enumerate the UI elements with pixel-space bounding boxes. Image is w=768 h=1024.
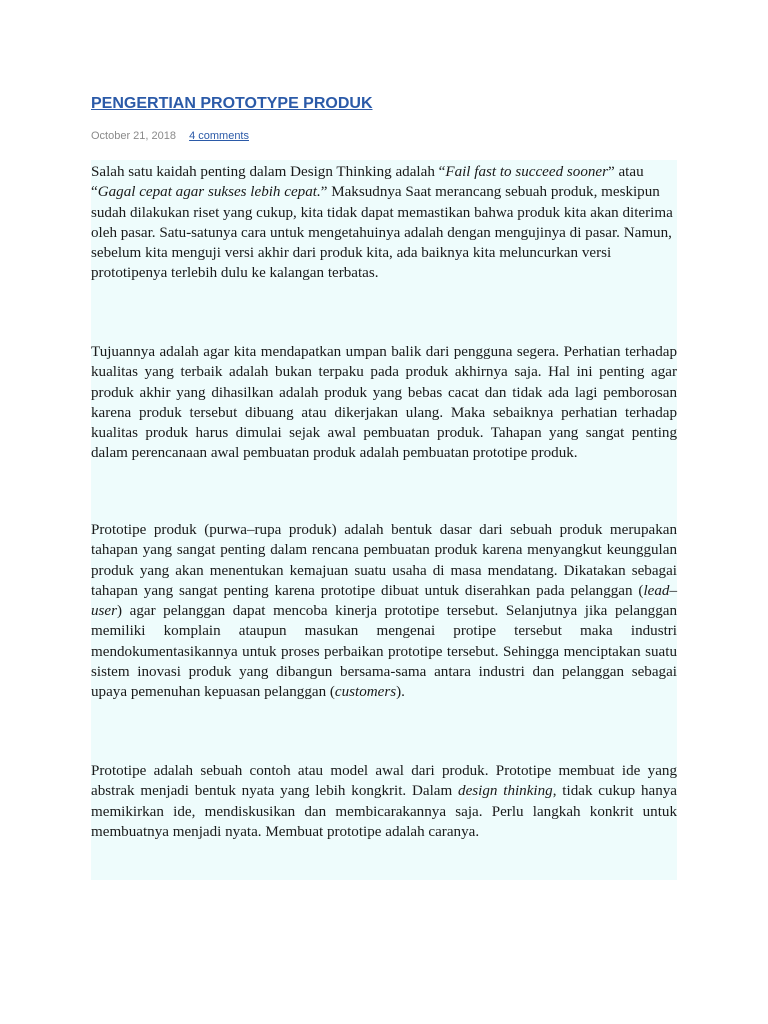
italic-text: Gagal cepat agar sukses lebih cepat. — [97, 184, 321, 201]
paragraph-text: ” Maksudnya Saat merancang sebuah produk, meskipun sudah dilakukan riset yang cukup, kita tidak dapat memastikan bahwa produk kita akan diterima oleh pasar. Satu-satunya cara untuk mengetahuinya adalah dengan mengujinya di pasar. Namun, sebelum kita menguji versi akhir dari produk kita, ada baiknya kita meluncurkan versi prototipenya terlebih dulu ke kalangan terbatas. — [91, 184, 673, 282]
paragraph-text: Salah satu kaidah penting dalam Design Thinking adalah “ — [91, 164, 446, 180]
paragraph — [91, 162, 677, 284]
italic-text: Fail fast to succeed sooner — [445, 164, 608, 180]
post-date: October 21, 2018 — [91, 130, 177, 142]
paragraph — [91, 342, 677, 464]
italic-text: customers — [334, 684, 397, 701]
post-body — [91, 160, 677, 880]
italic-text: design thinking — [458, 783, 553, 800]
paragraph — [91, 520, 677, 703]
paragraph-text: ) agar pelanggan dapat mencoba kinerja prototipe tersebut. Selanjutnya jika pelanggan memiliki komplain ataupun masukan mengenai protipe tersebut maka industri mendokumentasikannya untuk proses perbaikan prototipe tersebut. Sehingga menciptakan suatu sistem inovasi produk yang dibangun bersama-sama antara industri dan pelanggan sebagai upaya pemenuhan kepuasan pelanggan ( — [91, 603, 677, 701]
paragraph-text: ” atau “ — [91, 164, 644, 201]
post-title[interactable]: PENGERTIAN PROTOTYPE PRODUK — [91, 95, 373, 112]
paragraph — [91, 761, 677, 842]
paragraph-text: Prototipe produk (purwa–rupa produk) adalah bentuk dasar dari sebuah produk merupakan tahapan yang sangat penting dalam rencana pembuatan produk karena menyangkut keunggulan produk yang akan menentukan kemajuan suatu usaha di masa mendatang. Dikatakan sebagai tahapan yang sangat penting karena prototipe dibuat untuk diserahkan pada pelanggan ( — [91, 522, 677, 599]
paragraph-text: Tujuannya adalah agar kita mendapatkan umpan balik dari pengguna segera. Perhatian terhadap kualitas yang terbaik adalah bukan terpaku pada produk akhirnya saja. Hal ini penting agar produk akhir yang dihasilkan adalah produk yang bebas cacat dan tidak ada lagi pemborosan karena produk tersebut dibuang atau dikerjakan ulang. Maka sebaiknya perhatian terhadap kualitas produk harus dimulai sejak awal pembuatan produk. Tahapan yang sangat penting dalam perencanaan awal pembuatan produk adalah pembuatan prototipe produk. — [91, 344, 677, 462]
paragraph-text: , tidak cukup hanya memikirkan ide, mendiskusikan dan membicarakannya saja. Perlu langkah konkrit untuk membuatnya menjadi nyata. Membuat prototipe adalah caranya. — [91, 783, 678, 840]
post-meta — [91, 130, 249, 142]
comments-link[interactable]: 4 comments — [189, 130, 249, 142]
italic-text: lead–user — [91, 582, 677, 620]
paragraph-text: ). — [396, 684, 405, 701]
paragraph-text: Prototipe adalah sebuah contoh atau model awal dari produk. Prototipe membuat ide yang abstrak menjadi bentuk nyata yang lebih kongkrit. Dalam — [91, 763, 677, 800]
